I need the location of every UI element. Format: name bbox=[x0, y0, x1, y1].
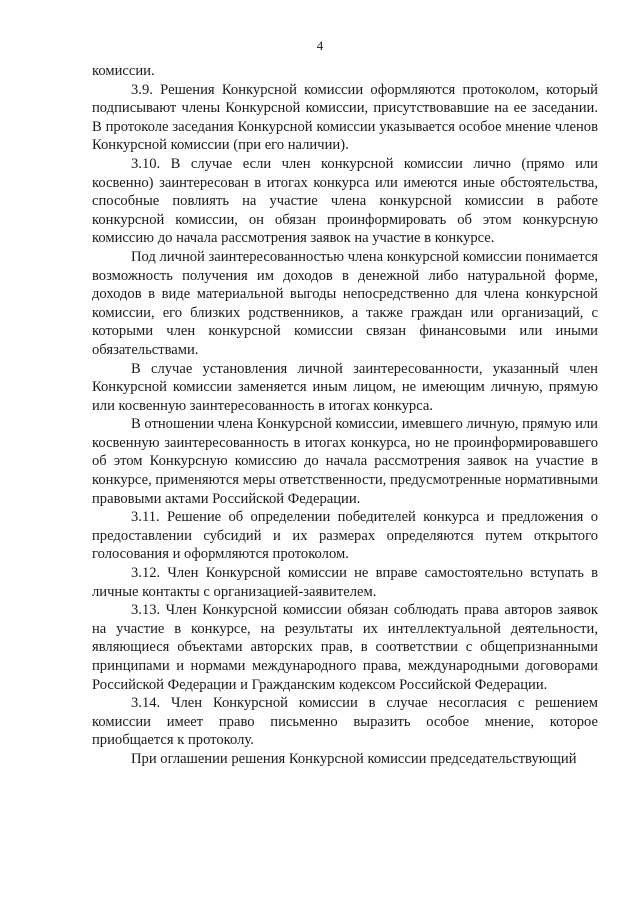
paragraph-continuation: комиссии. bbox=[92, 63, 155, 79]
document-body bbox=[92, 62, 598, 769]
paragraph-3-10: 3.10. В случае если член конкурсной комиссии лично (прямо или косвенно) заинтересован в итогах конкурса или имеются иные обстоятельства, способные повлиять на участие члена конкурсной комиссии в работе конкурсной комиссии, он обязан проинформировать об этом конкурсную комиссию до начала рассмотрения заявок на участие в конкурсе. bbox=[92, 155, 598, 247]
paragraph-3-11: 3.11. Решение об определении победителей конкурса и предложения о предоставлении субсидий и их размерах определяются путем открытого голосования и оформляются протоколом. bbox=[92, 509, 598, 563]
paragraph-3-14: 3.14. Член Конкурсной комиссии в случае несогласия с решением комиссии имеет право письменно выразить особое мнение, которое приобщается к протоколу. bbox=[92, 695, 598, 749]
page-number: 4 bbox=[316, 38, 324, 53]
paragraph-announcement: При оглашении решения Конкурсной комиссии председательствующий bbox=[131, 750, 577, 767]
paragraph-member-replacement: В случае установления личной заинтересованности, указанный член Конкурсной комиссии заменяется иным лицом, не имеющим личную, прямую или косвенную заинтересованность в итогах конкурса. bbox=[92, 360, 598, 414]
paragraph-personal-interest-definition: Под личной заинтересованностью члена конкурсной комиссии понимается возможность получения им доходов в денежной либо натуральной форме, доходов в виде материальной выгоды непосредственно для члена конкурсной комиссии, его близких родственников, а также граждан или организаций, с которыми член конкурсной комиссии связан финансовыми или иными обязательствами. bbox=[92, 248, 598, 358]
paragraph-3-13: 3.13. Член Конкурсной комиссии обязан соблюдать права авторов заявок на участие в конкурсе, на результаты их интеллектуальной деятельности, являющиеся объектами авторских прав, в соответствии с общепризнанными принципами и нормами международного права, международными договорами Российской Федерации и Гражданским кодексом Российской Федерации. bbox=[92, 602, 598, 693]
paragraph-3-9: 3.9. Решения Конкурсной комиссии оформляются протоколом, который подписывают члены Конкурсной комиссии, присутствовавшие на ее заседании. В протоколе заседания Конкурсной комиссии указывается особое мнение членов Конкурсной комиссии (при его наличии). bbox=[92, 81, 598, 154]
paragraph-3-12: 3.12. Член Конкурсной комиссии не вправе самостоятельно вступать в личные контакты с организацией-заявителем. bbox=[92, 565, 598, 600]
paragraph-liability: В отношении члена Конкурсной комиссии, имевшего личную, прямую или косвенную заинтересованность в итогах конкурса, но не проинформировавшего об этом Конкурсную комиссию до начала рассмотрения заявок на участие в конкурсе, применяются меры ответственности, предусмотренные нормативными правовыми актами Российской Федерации. bbox=[92, 416, 598, 507]
